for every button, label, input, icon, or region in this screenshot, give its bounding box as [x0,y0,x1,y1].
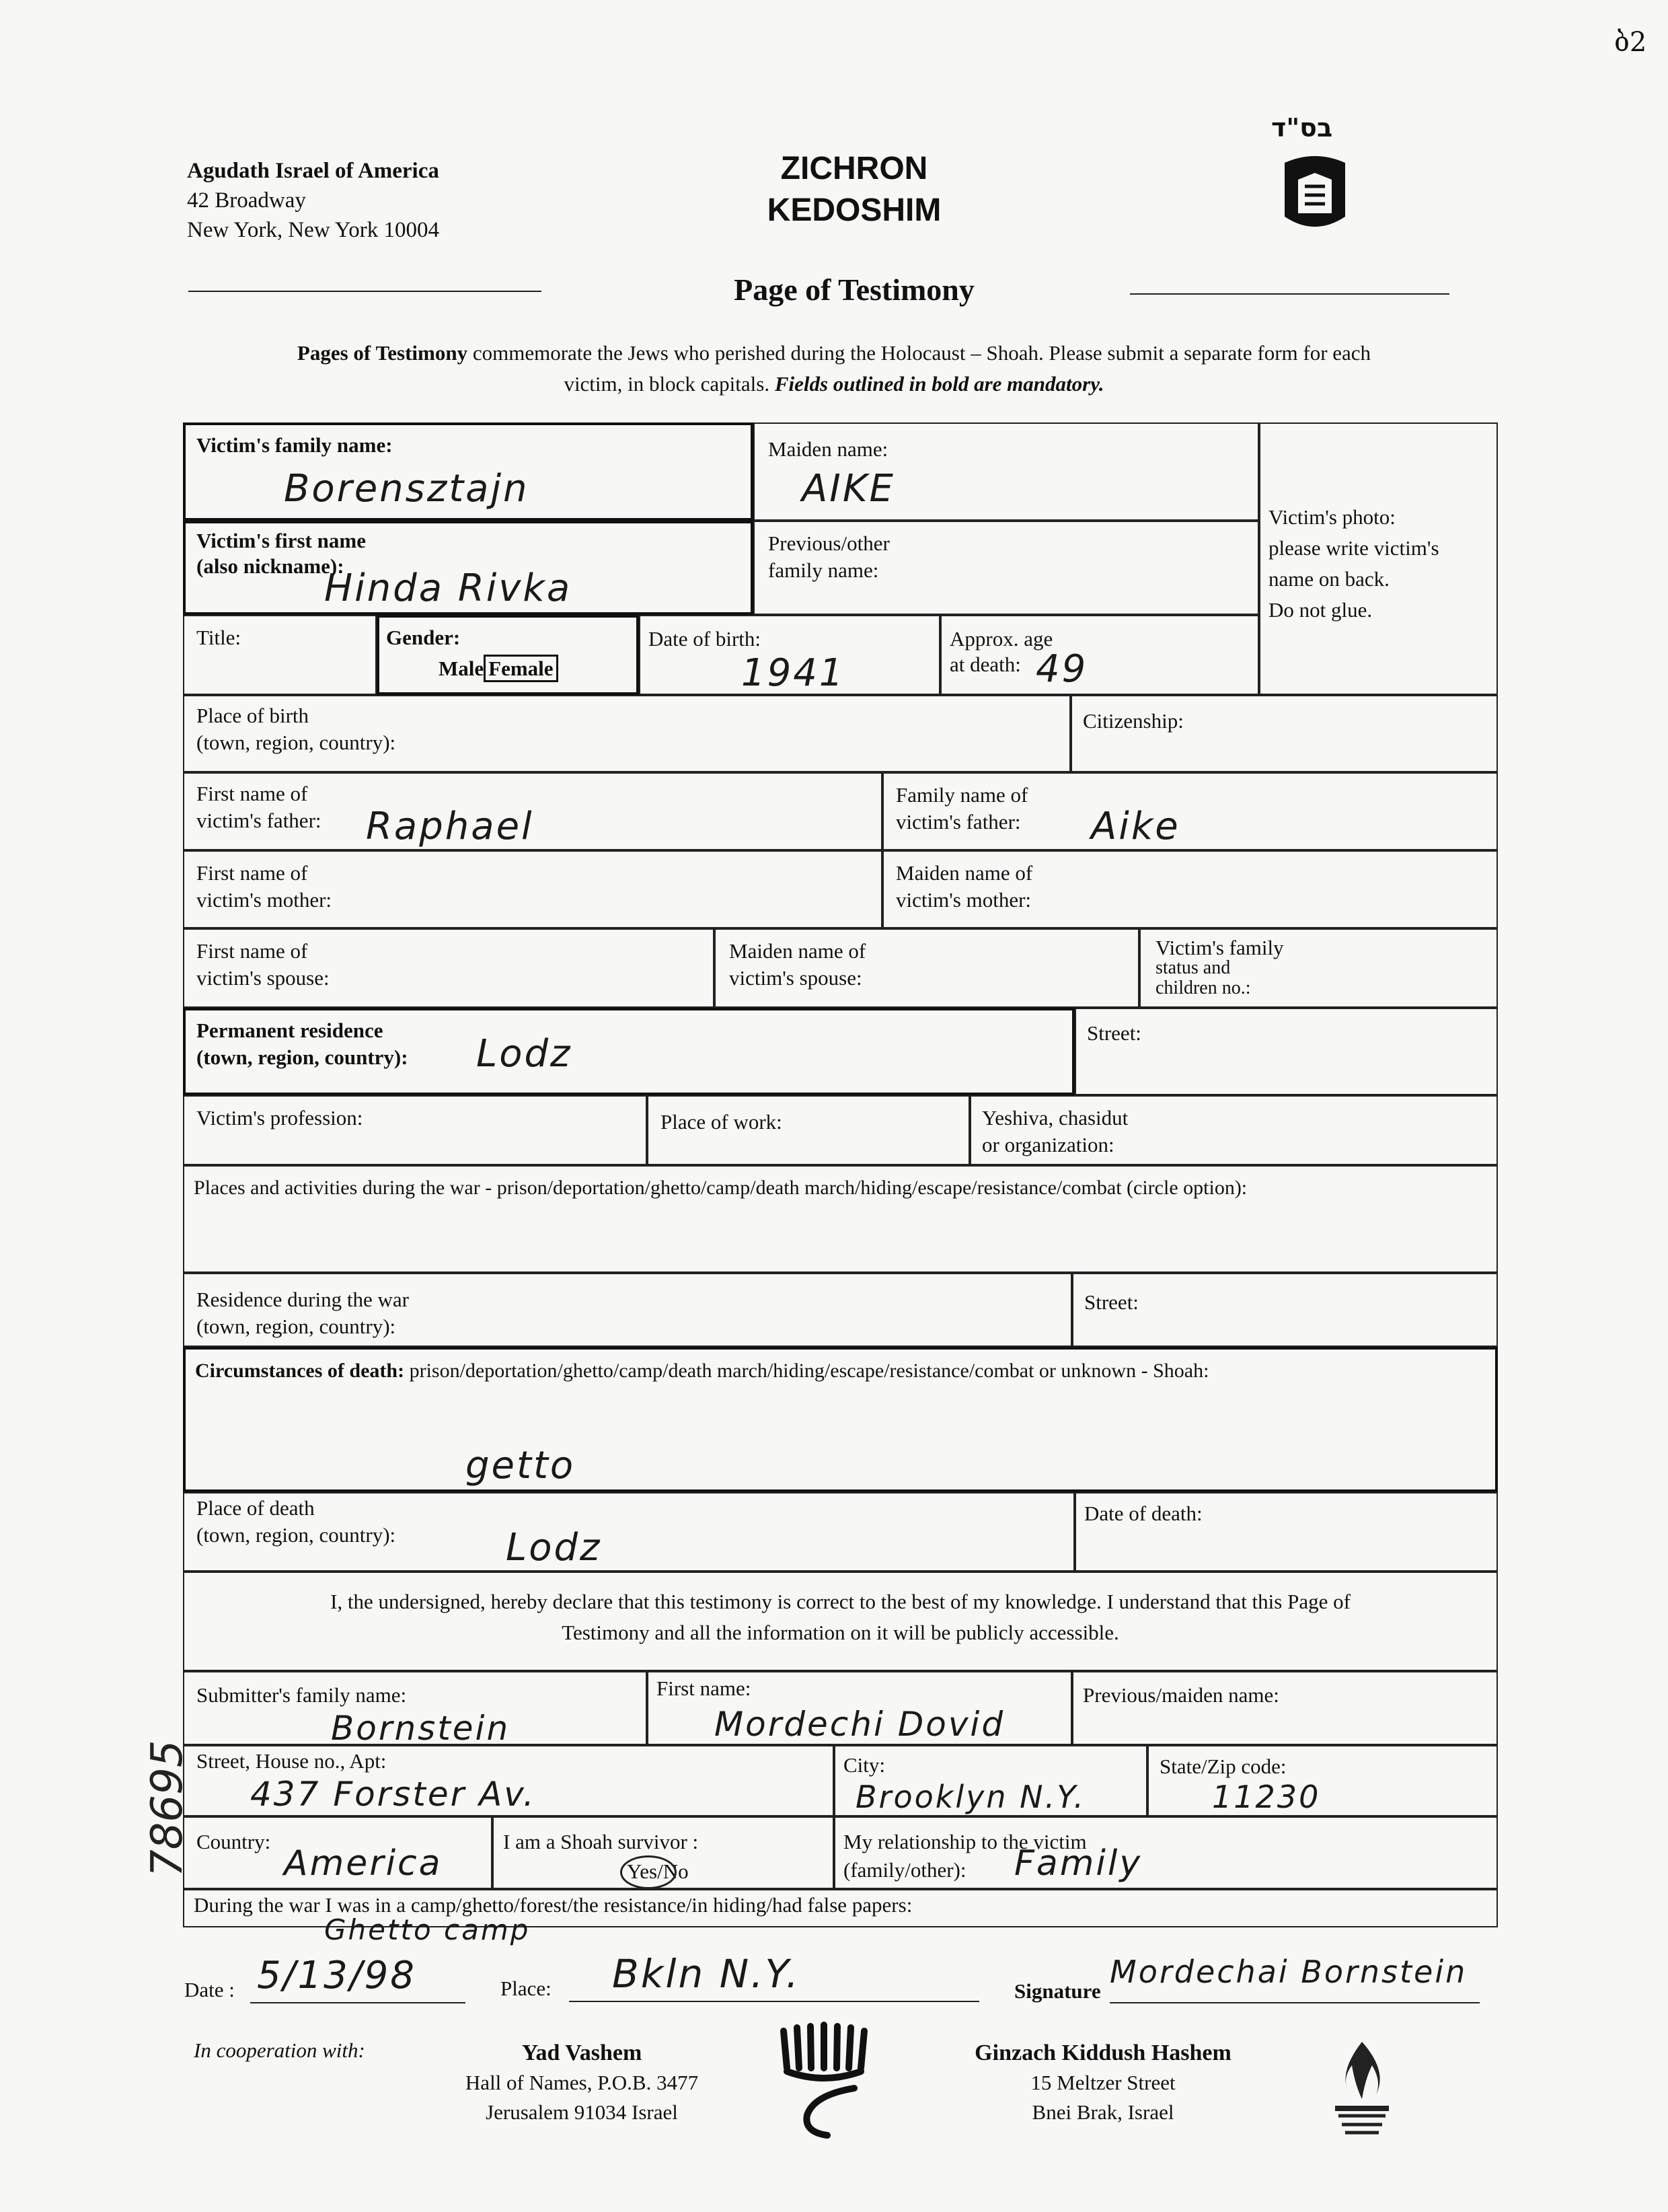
survivor-yes-label: Yes [627,1859,658,1883]
intro-emphasis: Fields outlined in bold are mandatory. [774,372,1104,396]
yad-vashem-address2: Jerusalem 91034 Israel [486,2100,678,2124]
declaration-line2: Testimony and all the information on it will be publicly accessible. [562,1621,1119,1644]
photo-instructions [1259,502,1507,626]
organization-address-line1: 42 Broadway [187,188,306,213]
sub-family-value: Bornstein [331,1709,510,1748]
sub-prev-label: Previous/maiden name: [1083,1683,1279,1707]
ginzach-address2: Bnei Brak, Israel [1032,2100,1174,2124]
sub-country-value: America [284,1843,443,1884]
war-street-label: Street: [1084,1290,1139,1314]
first-name-value: Hinda Rivka [324,566,572,610]
organization-address-line2: New York, New York 10004 [187,218,439,242]
dob-label: Date of birth: [648,627,761,651]
date-value: 5/13/98 [257,1954,416,1997]
testimony-form [183,422,1498,1946]
war-res-label-line2: (town, region, country): [196,1315,396,1338]
sub-first-value: Mordechi Dovid [714,1705,1006,1744]
photo-line4: Do not glue. [1268,598,1373,622]
sub-city-value: Brooklyn N.Y. [856,1779,1086,1815]
survivor-no-option[interactable]: /No [657,1859,689,1883]
dod-label: Date of death: [1084,1502,1203,1525]
title-line1: ZICHRON [780,151,928,186]
title-line2: KEDOSHIM [767,192,942,228]
spouse-maiden-label-line2: victim's spouse: [729,966,862,990]
place-label: Place: [500,1977,552,2000]
first-name-label-line1: Victim's first name [196,529,366,552]
previous-name-label-line1: Previous/other [768,531,890,555]
dob-value: 1941 [741,651,845,695]
family-name-label: Victim's family name: [196,433,393,457]
place-line [569,2001,979,2002]
yad-vashem-name: Yad Vashem [521,2040,642,2065]
pob-label-line1: Place of birth [196,704,309,727]
during-war-label: During the war I was in a camp/ghetto/forest/the resistance/in hiding/had false papers: [194,1893,913,1917]
relation-label-line1: My relationship to the victim [843,1830,1087,1853]
circumstances-label [195,1358,1209,1385]
gender-female-option[interactable]: Female [484,655,558,682]
survivor-label: I am a Shoah survivor : [503,1830,699,1853]
ginzach-flame-logo-icon [1325,2038,1399,2139]
sub-family-label: Submitter's family name: [196,1683,407,1707]
perm-res-label-line2: (town, region, country): [196,1045,408,1069]
father-family-label-line2: victim's father: [896,810,1021,834]
family-status-label-line3: children no.: [1155,978,1251,998]
photo-line1: Victim's photo: [1268,505,1396,529]
age-label-line2: at death: [950,653,1021,676]
place-value: Bkln N.Y. [612,1951,800,1997]
during-war-value: Ghetto camp [324,1913,531,1946]
father-first-label-line2: victim's father: [196,809,321,832]
sub-country-label: Country: [196,1830,271,1853]
spouse-first-label-line1: First name of [196,939,308,963]
sub-state-label: State/Zip code: [1160,1755,1287,1778]
intro-line2: victim, in block capitals. [564,372,775,396]
archive-number-stamp: 78695 [143,1740,192,1877]
spouse-first-label-line2: victim's spouse: [196,966,330,990]
mother-first-label-line1: First name of [196,861,308,885]
intro-line1: commemorate the Jews who perished during the Holocaust – Shoah. Please submit a separate form for each [467,341,1371,365]
organization-name: Agudath Israel of America [187,159,439,183]
intro-bold: Pages of Testimony [297,341,468,365]
corner-mark: ბ2 [1614,27,1647,58]
signature-label: Signature [1014,1979,1101,2003]
gender-label: Gender: [386,626,461,649]
intro-text [188,338,1480,400]
first-name-label-line2: (also nickname): [196,554,344,578]
war-res-label-line1: Residence during the war [196,1288,409,1311]
age-label-line1: Approx. age [950,627,1053,651]
ginzach-address1: 15 Meltzer Street [1030,2071,1176,2094]
age-value: 49 [1036,647,1088,691]
organization-block [187,156,439,245]
signature-line [1110,2002,1480,2003]
war-activities-label: Places and activities during the war - prison/deportation/ghetto/camp/death march/hiding/escape/resistance/combat (circle option): [194,1177,1248,1199]
sub-street-label: Street, House no., Apt: [196,1749,387,1773]
father-first-value: Raphael [366,805,534,848]
gender-options [439,655,558,682]
mother-maiden-label-line1: Maiden name of [896,861,1033,885]
cooperation-label: In cooperation with: [194,2038,365,2062]
form-series-title [699,148,1009,231]
sub-first-label: First name: [656,1676,751,1700]
family-status-label-line2: status and [1155,957,1231,978]
ginzach-block [928,2038,1278,2127]
survivor-yes-circle [620,1855,677,1889]
declaration-text [183,1586,1498,1648]
circumstances-label-text: prison/deportation/ghetto/camp/death march/hiding/escape/resistance/combat or unknown - Shoah: [404,1360,1209,1382]
declaration-line1: I, the undersigned, hereby declare that this testimony is correct to the best of my knowledge. I understand that this Page of [330,1590,1351,1613]
circumstances-value: getto [465,1444,576,1487]
page-title: Page of Testimony [734,272,975,307]
yad-vashem-block [437,2038,726,2127]
signature-value: Mordechai Bornstein [1110,1954,1468,1990]
maiden-name-label: Maiden name: [768,437,888,461]
yad-vashem-address1: Hall of Names, P.O.B. 3477 [465,2071,699,2094]
date-line [250,2002,465,2003]
family-status-label-line1: Victim's family [1155,936,1284,959]
perm-res-value: Lodz [476,1032,572,1076]
family-name-value: Borensztajn [284,467,529,511]
bsd-mark: בס"ד [1271,113,1333,143]
circumstances-label-bold: Circumstances of death: [195,1360,405,1382]
perm-street-label: Street: [1087,1021,1141,1045]
father-first-label-line1: First name of [196,782,308,805]
title-label: Title: [196,626,241,649]
citizenship-label: Citizenship: [1083,709,1184,733]
pob-label-line2: (town, region, country): [196,731,396,754]
pod-label-line2: (town, region, country): [196,1523,396,1547]
father-family-value: Aike [1091,805,1180,848]
spouse-maiden-label-line1: Maiden name of [729,939,866,963]
yad-vashem-logo-icon [773,2021,874,2142]
sub-street-value: 437 Forster Av. [250,1775,536,1814]
agudath-emblem-icon [1271,149,1359,237]
place-of-work-label: Place of work: [660,1110,782,1134]
mother-first-label-line2: victim's mother: [196,888,332,912]
yeshiva-label-line1: Yeshiva, chasidut [982,1106,1129,1130]
previous-name-label-line2: family name: [768,558,879,582]
sub-zip-value: 11230 [1212,1779,1321,1815]
perm-res-label-line1: Permanent residence [196,1019,383,1042]
header-rule-left [188,291,541,292]
father-family-label-line1: Family name of [896,783,1028,807]
yeshiva-label-line2: or organization: [982,1133,1114,1156]
gender-male-option[interactable]: Male [439,657,484,680]
photo-line3: name on back. [1268,567,1390,591]
header-rule-right [1130,293,1449,295]
pod-value: Lodz [506,1526,602,1570]
mother-maiden-label-line2: victim's mother: [896,888,1032,912]
date-label: Date : [184,1978,235,2001]
pod-label-line1: Place of death [196,1496,315,1520]
ginzach-name: Ginzach Kiddush Hashem [975,2040,1231,2065]
relation-label-line2: (family/other): [843,1858,966,1882]
sub-city-label: City: [843,1753,886,1777]
profession-label: Victim's profession: [196,1106,363,1130]
maiden-name-value: AIKE [802,467,895,511]
photo-line2: please write victim's [1268,536,1439,560]
relation-value: Family [1014,1843,1143,1884]
